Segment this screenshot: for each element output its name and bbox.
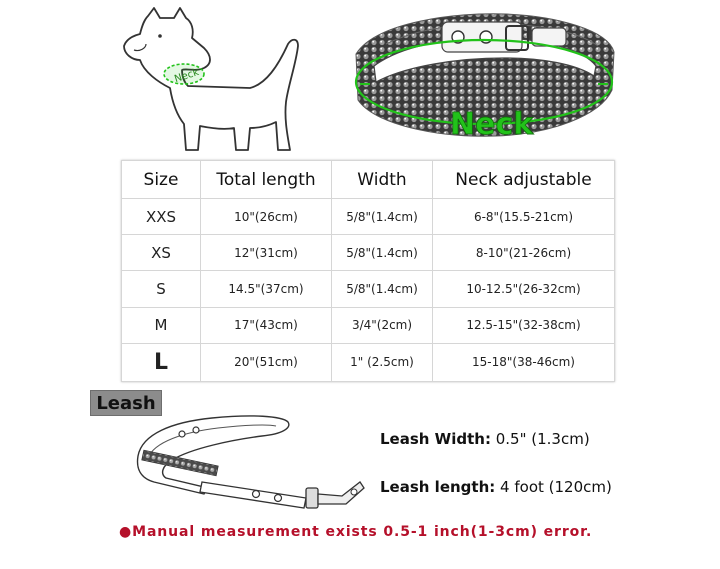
total-length-cell: 20"(51cm) <box>201 343 332 381</box>
width-cell: 5/8"(1.4cm) <box>332 271 433 307</box>
collar-illustration <box>346 4 620 154</box>
table-row <box>122 271 615 307</box>
table-row <box>122 235 615 271</box>
size-cell: S <box>122 271 201 307</box>
size-cell: XS <box>122 235 201 271</box>
leash-illustration <box>132 412 368 518</box>
neck-adjustable-cell: 15-18"(38-46cm) <box>433 343 615 381</box>
table-header-row <box>122 161 615 199</box>
total-length-cell: 17"(43cm) <box>201 307 332 343</box>
leash-section-label: Leash <box>96 392 156 414</box>
neck-adjustable-cell: 12.5-15"(32-38cm) <box>433 307 615 343</box>
leash-length-spec <box>380 478 612 496</box>
table-row <box>122 343 615 381</box>
total-length-cell: 12"(31cm) <box>201 235 332 271</box>
leash-width-spec <box>380 430 590 448</box>
header-size: Size <box>122 161 201 199</box>
header-neck-adjustable: Neck adjustable <box>433 161 615 199</box>
dog-neck-label: Neck <box>173 66 201 86</box>
table-row <box>122 199 615 235</box>
size-cell: M <box>122 307 201 343</box>
leash-length-label: Leash length: <box>380 478 496 496</box>
size-cell: L <box>122 343 201 381</box>
leash-width-value: 0.5" (1.3cm) <box>495 430 590 448</box>
width-cell: 1" (2.5cm) <box>332 343 433 381</box>
neck-adjustable-cell: 8-10"(21-26cm) <box>433 235 615 271</box>
table-row <box>122 307 615 343</box>
dog-outline-illustration <box>100 4 320 156</box>
size-table <box>121 160 615 382</box>
header-width: Width <box>332 161 433 199</box>
width-cell: 5/8"(1.4cm) <box>332 235 433 271</box>
total-length-cell: 10"(26cm) <box>201 199 332 235</box>
total-length-cell: 14.5"(37cm) <box>201 271 332 307</box>
neck-adjustable-cell: 6-8"(15.5-21cm) <box>433 199 615 235</box>
leash-length-value: 4 foot (120cm) <box>500 478 612 496</box>
width-cell: 3/4"(2cm) <box>332 307 433 343</box>
header-total-length: Total length <box>201 161 332 199</box>
width-cell: 5/8"(1.4cm) <box>332 199 433 235</box>
size-cell: XXS <box>122 199 201 235</box>
collar-neck-label: Neck <box>450 107 534 142</box>
leash-width-label: Leash Width: <box>380 430 491 448</box>
measurement-error-note: ●Manual measurement exists 0.5-1 inch(1-3cm) error. <box>119 524 593 540</box>
neck-adjustable-cell: 10-12.5"(26-32cm) <box>433 271 615 307</box>
